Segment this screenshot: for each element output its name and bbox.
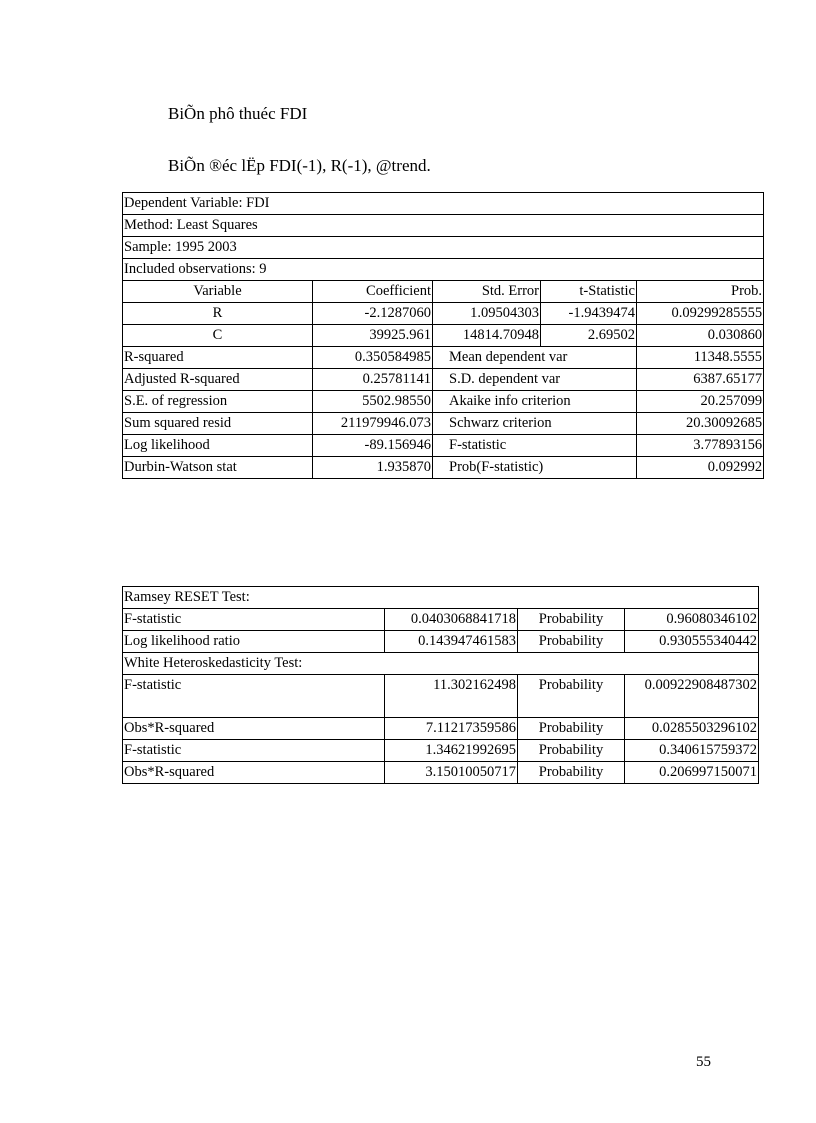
stat-value: 5502.98550 bbox=[313, 391, 433, 413]
stat-row bbox=[123, 369, 764, 391]
stat-label: Adjusted R-squared bbox=[123, 369, 313, 391]
stat-label: Durbin-Watson stat bbox=[123, 457, 313, 479]
coefficient-cell: 39925.961 bbox=[313, 325, 433, 347]
info-row bbox=[123, 193, 764, 215]
stat-row bbox=[123, 347, 764, 369]
dependent-variable-heading: BiÕn phô thuéc FDI bbox=[168, 104, 308, 123]
probability-label: Probability bbox=[518, 740, 625, 762]
method-line: Method: Least Squares bbox=[123, 215, 764, 237]
stat-value: 0.092992 bbox=[637, 457, 764, 479]
observations-line: Included observations: 9 bbox=[123, 259, 764, 281]
stat-value: 3.77893156 bbox=[637, 435, 764, 457]
probability-label: Probability bbox=[518, 675, 625, 718]
test-label: F-statistic bbox=[123, 740, 385, 762]
stat-value: 11348.5555 bbox=[637, 347, 764, 369]
stat-label: Sum squared resid bbox=[123, 413, 313, 435]
ramsey-title: Ramsey RESET Test: bbox=[123, 587, 759, 609]
sample-line: Sample: 1995 2003 bbox=[123, 237, 764, 259]
probability-value: 0.930555340442 bbox=[625, 631, 759, 653]
variable-cell: R bbox=[123, 303, 313, 325]
test-value: 7.11217359586 bbox=[385, 718, 518, 740]
info-row bbox=[123, 259, 764, 281]
probability-label: Probability bbox=[518, 631, 625, 653]
probability-value: 0.206997150071 bbox=[625, 762, 759, 784]
test-value: 11.302162498 bbox=[385, 675, 518, 718]
table-row bbox=[123, 762, 759, 784]
page-number: 55 bbox=[696, 1054, 711, 1070]
test-value: 0.0403068841718 bbox=[385, 609, 518, 631]
diagnostic-tests-table bbox=[122, 586, 759, 784]
stat-row bbox=[123, 391, 764, 413]
stat-label: Mean dependent var bbox=[433, 347, 637, 369]
table-row bbox=[123, 325, 764, 347]
column-header: Prob. bbox=[637, 281, 764, 303]
stat-row bbox=[123, 435, 764, 457]
dependent-variable-line: Dependent Variable: FDI bbox=[123, 193, 764, 215]
stat-value: 20.257099 bbox=[637, 391, 764, 413]
section-title-row bbox=[123, 587, 759, 609]
info-row bbox=[123, 237, 764, 259]
table-row bbox=[123, 609, 759, 631]
test-label: Log likelihood ratio bbox=[123, 631, 385, 653]
table-row bbox=[123, 718, 759, 740]
column-header: Std. Error bbox=[433, 281, 541, 303]
stat-value: 0.350584985 bbox=[313, 347, 433, 369]
coefficient-cell: -2.1287060 bbox=[313, 303, 433, 325]
table-row bbox=[123, 303, 764, 325]
variable-cell: C bbox=[123, 325, 313, 347]
stat-label: Log likelihood bbox=[123, 435, 313, 457]
stat-label: S.E. of regression bbox=[123, 391, 313, 413]
stat-label: F-statistic bbox=[433, 435, 637, 457]
section-title-row bbox=[123, 653, 759, 675]
column-header: Variable bbox=[123, 281, 313, 303]
std-error-cell: 1.09504303 bbox=[433, 303, 541, 325]
table-row bbox=[123, 740, 759, 762]
regression-output-table bbox=[122, 192, 764, 479]
stat-row bbox=[123, 457, 764, 479]
t-stat-cell: -1.9439474 bbox=[541, 303, 637, 325]
test-label: Obs*R-squared bbox=[123, 762, 385, 784]
stat-label: Akaike info criterion bbox=[433, 391, 637, 413]
stat-label: S.D. dependent var bbox=[433, 369, 637, 391]
column-header: t-Statistic bbox=[541, 281, 637, 303]
independent-variables-heading: BiÕn ®éc lËp FDI(-1), R(-1), @trend. bbox=[168, 156, 431, 175]
stat-label: Prob(F-statistic) bbox=[433, 457, 637, 479]
t-stat-cell: 2.69502 bbox=[541, 325, 637, 347]
stat-value: 20.30092685 bbox=[637, 413, 764, 435]
table-row bbox=[123, 675, 759, 718]
probability-label: Probability bbox=[518, 762, 625, 784]
stat-value: -89.156946 bbox=[313, 435, 433, 457]
test-label: F-statistic bbox=[123, 609, 385, 631]
prob-cell: 0.030860 bbox=[637, 325, 764, 347]
header-row bbox=[123, 281, 764, 303]
stat-value: 211979946.073 bbox=[313, 413, 433, 435]
test-value: 0.143947461583 bbox=[385, 631, 518, 653]
test-value: 3.15010050717 bbox=[385, 762, 518, 784]
probability-value: 0.340615759372 bbox=[625, 740, 759, 762]
stat-value: 0.25781141 bbox=[313, 369, 433, 391]
probability-label: Probability bbox=[518, 718, 625, 740]
stat-label: R-squared bbox=[123, 347, 313, 369]
prob-cell: 0.09299285555 bbox=[637, 303, 764, 325]
test-label: Obs*R-squared bbox=[123, 718, 385, 740]
stat-row bbox=[123, 413, 764, 435]
column-header: Coefficient bbox=[313, 281, 433, 303]
stat-label: Schwarz criterion bbox=[433, 413, 637, 435]
info-row bbox=[123, 215, 764, 237]
test-label: F-statistic bbox=[123, 675, 385, 718]
std-error-cell: 14814.70948 bbox=[433, 325, 541, 347]
stat-value: 6387.65177 bbox=[637, 369, 764, 391]
probability-value: 0.0285503296102 bbox=[625, 718, 759, 740]
stat-value: 1.935870 bbox=[313, 457, 433, 479]
white-title: White Heteroskedasticity Test: bbox=[123, 653, 759, 675]
probability-value: 0.00922908487302 bbox=[625, 675, 759, 718]
table-row bbox=[123, 631, 759, 653]
probability-label: Probability bbox=[518, 609, 625, 631]
probability-value: 0.96080346102 bbox=[625, 609, 759, 631]
test-value: 1.34621992695 bbox=[385, 740, 518, 762]
